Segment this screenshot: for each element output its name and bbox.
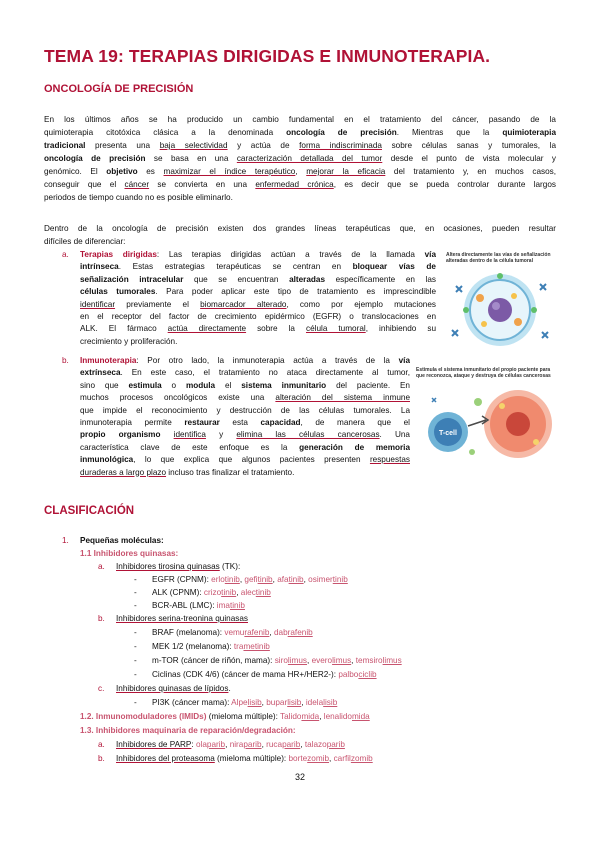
drug-suffix: parib xyxy=(282,740,301,749)
class-marker-parp: a. xyxy=(98,740,105,749)
alk-row xyxy=(152,587,271,599)
immuno-line: muchos procesos oncológicos existe una alteración del sistema inmune xyxy=(80,393,410,403)
intro-line: tradicional presenta una baja selectividad y actúa de forma indiscriminada sobre células sanas y tumorales, la xyxy=(44,141,556,150)
cdk-row xyxy=(152,669,377,681)
imids-drugs: Talidomida, lenalidomida xyxy=(280,712,370,721)
intro-line: oncología de precisión se basa en una caracterización detallada del tumor desde el punto de vista molecular y xyxy=(44,154,556,163)
drug-name xyxy=(356,656,402,665)
alk-drugs: crizotinib, alectinib xyxy=(203,588,271,597)
drug-name xyxy=(289,754,330,763)
immuno-line: Inmunoterapia: Por otro lado, la inmunoterapia actúa a través de la vía xyxy=(80,356,410,365)
drug-suffix: parib xyxy=(326,740,345,749)
kinase-inhibitors-label: 1.1 Inhibidores quinasas: xyxy=(80,549,179,558)
drug-name xyxy=(312,656,352,665)
drug-stem: crizo xyxy=(203,588,222,597)
drug-stem: dab xyxy=(273,628,288,637)
alk-label: ALK (CPNM): xyxy=(152,588,204,597)
imids-label: 1.2. Inmunomoduladores (IMIDs) xyxy=(80,712,207,721)
section-heading-precision: ONCOLOGÍA DE PRECISIÓN xyxy=(44,83,194,95)
lipid-kinase-heading: Inhibidores quinasas de lípidos. xyxy=(116,684,231,693)
drug-name xyxy=(241,588,271,597)
figure2-caption-line: que reconozca, ataque y destruya de células cancerosas xyxy=(416,373,551,379)
class-marker-1: 1. xyxy=(62,536,69,545)
drug-name xyxy=(277,575,303,584)
dash: - xyxy=(134,698,137,707)
dash: - xyxy=(134,642,137,651)
drug-suffix: rafenib xyxy=(287,628,313,637)
targeted-therapy-paragraph xyxy=(80,249,436,348)
drug-suffix: rafenib xyxy=(244,628,270,637)
egfr-row xyxy=(152,574,348,586)
parp-label: Inhibidores de PARP xyxy=(116,740,192,749)
immuno-line: inmunoterapia permite restaurar esta capacidad, de manera que el xyxy=(80,417,410,427)
drug-stem: lenalido xyxy=(323,712,352,721)
tk-inhibitors-label: Inhibidores tirosina quinasas xyxy=(116,562,220,571)
drug-name xyxy=(338,670,376,679)
drug-name xyxy=(230,740,262,749)
small-molecules-heading xyxy=(80,535,164,547)
drug-suffix: metinib xyxy=(243,642,270,651)
drug-suffix: tinib xyxy=(224,575,240,584)
drug-stem: bupar xyxy=(266,698,288,707)
bcr-abl-drugs xyxy=(217,601,245,610)
ser-thr-label: Inhibidores serina-treonina quinasas xyxy=(116,614,248,623)
parp-row: Inhibidores de PARP: olaparib, niraparib, rucaparib, talazoparib xyxy=(116,740,345,749)
drug-stem: alec xyxy=(240,588,256,597)
bcr-abl-label: BCR-ABL (LMC): xyxy=(152,601,217,610)
drug-name xyxy=(308,575,348,584)
drug-suffix: ciclib xyxy=(358,670,377,679)
drug-name xyxy=(211,575,240,584)
proteasome-drugs: bortezomib, carfilzomib xyxy=(288,754,373,763)
drug-suffix: zomib xyxy=(307,754,330,763)
targeted-line: intrínseca. Estas estrategias terapéuticas se centran en bloquear vías de xyxy=(80,262,436,272)
drug-name xyxy=(274,628,313,637)
drug-suffix: lisib xyxy=(323,698,338,707)
imids-row xyxy=(80,711,370,723)
intro-line: periodos de tiempo cuando no es posible eliminarlo. xyxy=(44,193,233,202)
drug-stem: gefi xyxy=(244,575,258,584)
drug-stem: ola xyxy=(195,740,207,749)
small-molecules-label: Pequeñas moléculas: xyxy=(80,536,164,545)
drug-stem: osimer xyxy=(308,575,333,584)
dash: - xyxy=(134,588,137,597)
drug-stem: palbo xyxy=(338,670,359,679)
braf-drugs: vemurafenib, dabrafenib xyxy=(224,628,313,637)
figure1-caption-line: Altera directamente las vías de señalización xyxy=(446,252,551,258)
proteasome-row xyxy=(116,753,373,765)
figure1-caption-line: alteradas dentro de la célula tumoral xyxy=(446,258,533,264)
immuno-line: extrínseca. En este caso, el tratamiento no ataca directamente al tumor, xyxy=(80,368,410,378)
drug-suffix: limus xyxy=(382,656,402,665)
drug-name xyxy=(266,698,301,707)
immuno-line: sino que estimula o modula el sistema inmunitario del paciente. En xyxy=(80,380,410,390)
intro-line: En los últimos años se ha producido un cambio fundamental en el tratamiento del cáncer, pasando de la xyxy=(44,115,556,124)
intro-line: genómico. El objetivo es maximizar el índice terapéutico, mejorar la eficacia del tratamiento y, en muchos casos, xyxy=(44,167,556,176)
drug-suffix: tinib xyxy=(255,588,271,597)
drug-name xyxy=(334,754,373,763)
drug-name xyxy=(217,601,245,610)
drug-suffix: lisib xyxy=(247,698,262,707)
dash: - xyxy=(134,628,137,637)
dash: - xyxy=(134,575,137,584)
braf-label: BRAF (melanoma): xyxy=(152,628,225,637)
drug-stem: ruca xyxy=(266,740,283,749)
drug-suffix: zomib xyxy=(350,754,373,763)
drug-stem: idela xyxy=(305,698,324,707)
page-title: TEMA 19: TERAPIAS DIRIGIDAS E INMUNOTERAPIA. xyxy=(44,46,491,66)
repair-degradation-heading xyxy=(80,725,296,737)
tcell-label: T-cell xyxy=(439,430,457,437)
tk-inhibitors-tail: (TK): xyxy=(219,562,241,571)
pi3k-label: PI3K (cáncer mama): xyxy=(152,698,232,707)
drug-name xyxy=(306,698,337,707)
mtor-row xyxy=(152,655,402,667)
immuno-line: inmunológica, lo que explica que algunos pacientes presenten respuestas xyxy=(80,455,410,465)
drug-suffix: mida xyxy=(351,712,370,721)
egfr-drugs: erlotinib, gefitinib, afatinib, osimertinib xyxy=(211,575,348,584)
proteasome-label: Inhibidores del proteasoma xyxy=(116,754,215,763)
targeted-line: identificar previamente el biomarcador alterado, como por ejemplo mutaciones xyxy=(80,299,436,309)
immuno-line: duraderas a largo plazo incluso tras finalizar el tratamiento. xyxy=(80,467,295,477)
ser-thr-heading xyxy=(116,613,248,625)
class-marker-a: a. xyxy=(98,562,105,571)
drug-stem: nira xyxy=(229,740,244,749)
drug-name xyxy=(305,740,345,749)
drug-name xyxy=(234,642,270,651)
braf-row xyxy=(152,627,313,639)
targeted-line: Terapias dirigidas: Las terapias dirigidas actúan a través de la llamada vía xyxy=(80,250,436,259)
drug-suffix: tinib xyxy=(221,588,237,597)
drug-stem: tra xyxy=(233,642,244,651)
mtor-label: m-TOR (cáncer de riñón, mama): xyxy=(152,656,275,665)
drug-suffix: tinib xyxy=(332,575,348,584)
targeted-line: en el receptor del factor de crecimiento epidérmico (EGFR) o translocaciones en xyxy=(80,311,436,321)
class-marker-proteasome: b. xyxy=(98,754,105,763)
drug-stem: vemu xyxy=(224,628,245,637)
drug-stem: afa xyxy=(277,575,289,584)
figure2-caption-line: Estimula el sistema inmunitario del propio paciente para xyxy=(416,367,551,373)
drug-stem: evero xyxy=(311,656,333,665)
mek-label: MEK 1/2 (melanoma): xyxy=(152,642,234,651)
intro-line: quimioterapia citotóxica clásica a la denominada oncología de precisión. Mientras que la quimioterapia xyxy=(44,128,556,137)
drug-stem: talazo xyxy=(304,740,327,749)
drug-stem: Alpe xyxy=(231,698,248,707)
drug-suffix: lisib xyxy=(287,698,302,707)
class-marker-b: b. xyxy=(98,614,105,623)
immuno-line: característica clave de este enfoque es la generación de memoria xyxy=(80,442,410,452)
immuno-line: propio organismo identifica y elimina las células cancerosas. Una xyxy=(80,430,410,440)
drug-suffix: parib xyxy=(206,740,226,749)
dash: - xyxy=(134,670,137,679)
mek-row xyxy=(152,641,270,653)
drug-name xyxy=(196,740,225,749)
targeted-line: crecimiento y proliferación. xyxy=(80,336,178,346)
page-number: 32 xyxy=(294,772,305,782)
drug-suffix: limus xyxy=(332,656,352,665)
drug-stem: carfil xyxy=(333,754,351,763)
drug-name xyxy=(324,712,370,721)
class-marker-c: c. xyxy=(98,684,105,693)
drug-suffix: limus xyxy=(287,656,308,665)
intro-line: conseguir que el cáncer se convierta en una enfermedad crónica, es decir que se pueda controlar durante largos xyxy=(44,180,556,189)
dash: - xyxy=(134,601,137,610)
drug-name xyxy=(275,656,307,665)
immunotherapy-illustration xyxy=(418,382,556,466)
kinase-inhibitors-heading xyxy=(80,548,178,560)
drug-name xyxy=(244,575,272,584)
lines-intro-line: difíciles de diferenciar: xyxy=(44,237,126,246)
immuno-line: que impide el reconocimiento y destrucción de las células tumorales. La xyxy=(80,405,410,415)
list-marker-a: a. xyxy=(62,250,69,259)
cdk-drugs xyxy=(338,670,376,679)
drug-name xyxy=(266,740,300,749)
targeted-therapy-cell-illustration xyxy=(444,266,556,352)
targeted-line: ALK. El fármaco actúa directamente sobre la célula tumoral, inhibiendo su xyxy=(80,324,436,334)
drug-name xyxy=(224,628,269,637)
section-heading-classification: CLASIFICACIÓN xyxy=(44,505,135,517)
targeted-line: señalización intracelular que se encuentran alteradas específicamente en las xyxy=(80,274,436,284)
drug-stem: ima xyxy=(216,601,230,610)
lines-intro-line: Dentro de la oncología de precisión existen dos grandes líneas terapéuticas que, en ocasiones, pueden resultar xyxy=(44,224,556,233)
tk-inhibitors-heading xyxy=(116,561,240,573)
figure2-caption xyxy=(416,367,551,379)
cdk-label: Ciclinas (CDK 4/6) (cáncer de mama HR+/HER2-): xyxy=(152,670,339,679)
intro-paragraph xyxy=(44,113,556,204)
mek-drugs xyxy=(234,642,270,651)
drug-name xyxy=(231,698,262,707)
drug-name xyxy=(204,588,236,597)
pi3k-drugs: Alpelisib, buparlisib, idelalisib xyxy=(231,698,338,707)
drug-stem: borte xyxy=(288,754,308,763)
imids-tail: (mieloma múltiple): xyxy=(206,712,281,721)
egfr-label: EGFR (CPNM): xyxy=(152,575,212,584)
drug-suffix: parib xyxy=(243,740,262,749)
lines-intro-paragraph xyxy=(44,222,556,248)
figure1-caption xyxy=(446,252,551,264)
lipid-kinase-label: Inhibidores quinasas de lípidos xyxy=(116,684,229,693)
mtor-drugs: sirolimus, everolimus, temsirolimus xyxy=(274,656,402,665)
repair-degradation-label: 1.3. Inhibidores maquinaria de reparación/degradación: xyxy=(80,726,296,735)
targeted-line: células tumorales. Para poder aplicar este tipo de tratamiento es imprescindible xyxy=(80,287,436,297)
pi3k-row xyxy=(152,697,337,709)
drug-stem: siro xyxy=(274,656,288,665)
drug-suffix: tinib xyxy=(257,575,273,584)
dash: - xyxy=(134,656,137,665)
bcr-abl-row xyxy=(152,600,245,612)
drug-stem: temsiro xyxy=(355,656,383,665)
parp-drugs: olaparib, niraparib, rucaparib, talazoparib xyxy=(195,740,345,749)
drug-suffix: tinib xyxy=(229,601,245,610)
drug-suffix: tinib xyxy=(288,575,304,584)
drug-suffix: mida xyxy=(301,712,320,721)
immunotherapy-paragraph xyxy=(80,355,410,479)
drug-stem: erlo xyxy=(211,575,225,584)
proteasome-tail: (mieloma múltiple): xyxy=(214,754,289,763)
drug-stem: Talido xyxy=(280,712,302,721)
list-marker-b: b. xyxy=(62,356,69,365)
drug-name xyxy=(280,712,319,721)
